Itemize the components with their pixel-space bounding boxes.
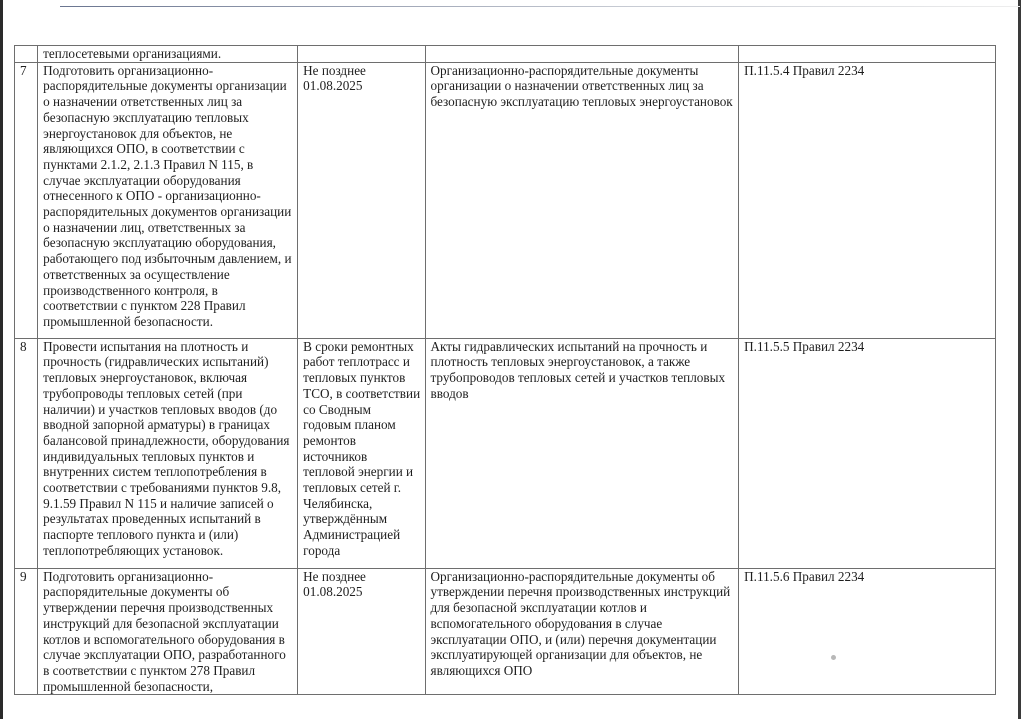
scan-edge-right [1018, 0, 1021, 719]
table-row-continued [15, 46, 996, 63]
basis-cell [739, 46, 996, 63]
deadline-cell: В сроки ремонтных работ теплотрасс и тепловых пунктов ТСО, в соответствии со Сводным годовым планом ремонтов источников тепловой энергии и тепловых сетей г. Челябинска, утверждённым Администрацией города [298, 338, 425, 568]
task-cell: Подготовить организационно-распорядительные документы об утверждении перечня производственных инструкций для безопасной эксплуатации котлов и вспомогательного оборудования в случае эксплуатации ОПО, разработанного в соответствии с пунктом 278 Правил промышленной безопасности, [38, 568, 298, 695]
scan-artifact-line [60, 6, 1020, 7]
scan-edge-left [0, 0, 3, 719]
task-cell: Подготовить организационно-распорядительные документы организации о назначении ответственных лиц за безопасную эксплуатацию тепловых энергоустановок для объектов, не являющихся ОПО, в соответствии с пунктами 2.1.2, 2.1.3 Правил N 115, в случае эксплуатации оборудования отнесенного к ОПО - организационно-распорядительных документов организации о назначении лиц, ответственных за безопасную эксплуатацию оборудования, работающего под избыточным давлением, и ответственных за осуществление производственного контроля, в соответствии с пунктом 228 Правил промышленной безопасности. [38, 62, 298, 338]
result-cell: Организационно-распорядительные документы об утверждении перечня производственных инструкций для безопасной эксплуатации котлов и вспомогательного оборудования в случае эксплуатации ОПО, и (или) перечня документации эксплуатирующей организации для объектов, не являющихся ОПО [425, 568, 739, 695]
result-cell [425, 46, 739, 63]
table-row [15, 62, 996, 338]
action-plan-table [14, 45, 996, 695]
row-number: 7 [15, 62, 38, 338]
result-cell: Акты гидравлических испытаний на прочность и плотность тепловых энергоустановок, а также трубопроводов тепловых сетей и участков тепловых вводов [425, 338, 739, 568]
result-cell: Организационно-распорядительные документы организации о назначении ответственных лиц за безопасную эксплуатацию тепловых энергоустановок [425, 62, 739, 338]
basis-cell: П.11.5.5 Правил 2234 [739, 338, 996, 568]
row-number: 9 [15, 568, 38, 695]
basis-cell: П.11.5.6 Правил 2234 [739, 568, 996, 695]
scan-speck [831, 655, 836, 660]
deadline-cell: Не позднее 01.08.2025 [298, 62, 425, 338]
table-row [15, 338, 996, 568]
task-cell: Провести испытания на плотность и прочность (гидравлических испытаний) тепловых энергоустановок, включая трубопроводы тепловых сетей (при наличии) и участков тепловых вводов (до вводной запорной арматуры) в границах балансовой принадлежности, оборудования индивидуальных тепловых пунктов и внутренних систем теплопотребления в соответствии с требованиями пунктов 9.8, 9.1.59 Правил N 115 и наличие записей о результатах проведенных испытаний в паспорте теплового пункта и (или) теплопотребляющих установок. [38, 338, 298, 568]
deadline-cell: Не позднее 01.08.2025 [298, 568, 425, 695]
row-number: 8 [15, 338, 38, 568]
basis-cell: П.11.5.4 Правил 2234 [739, 62, 996, 338]
deadline-cell [298, 46, 425, 63]
row-number [15, 46, 38, 63]
task-cell: теплосетевыми организациями. [38, 46, 298, 63]
table-row [15, 568, 996, 695]
